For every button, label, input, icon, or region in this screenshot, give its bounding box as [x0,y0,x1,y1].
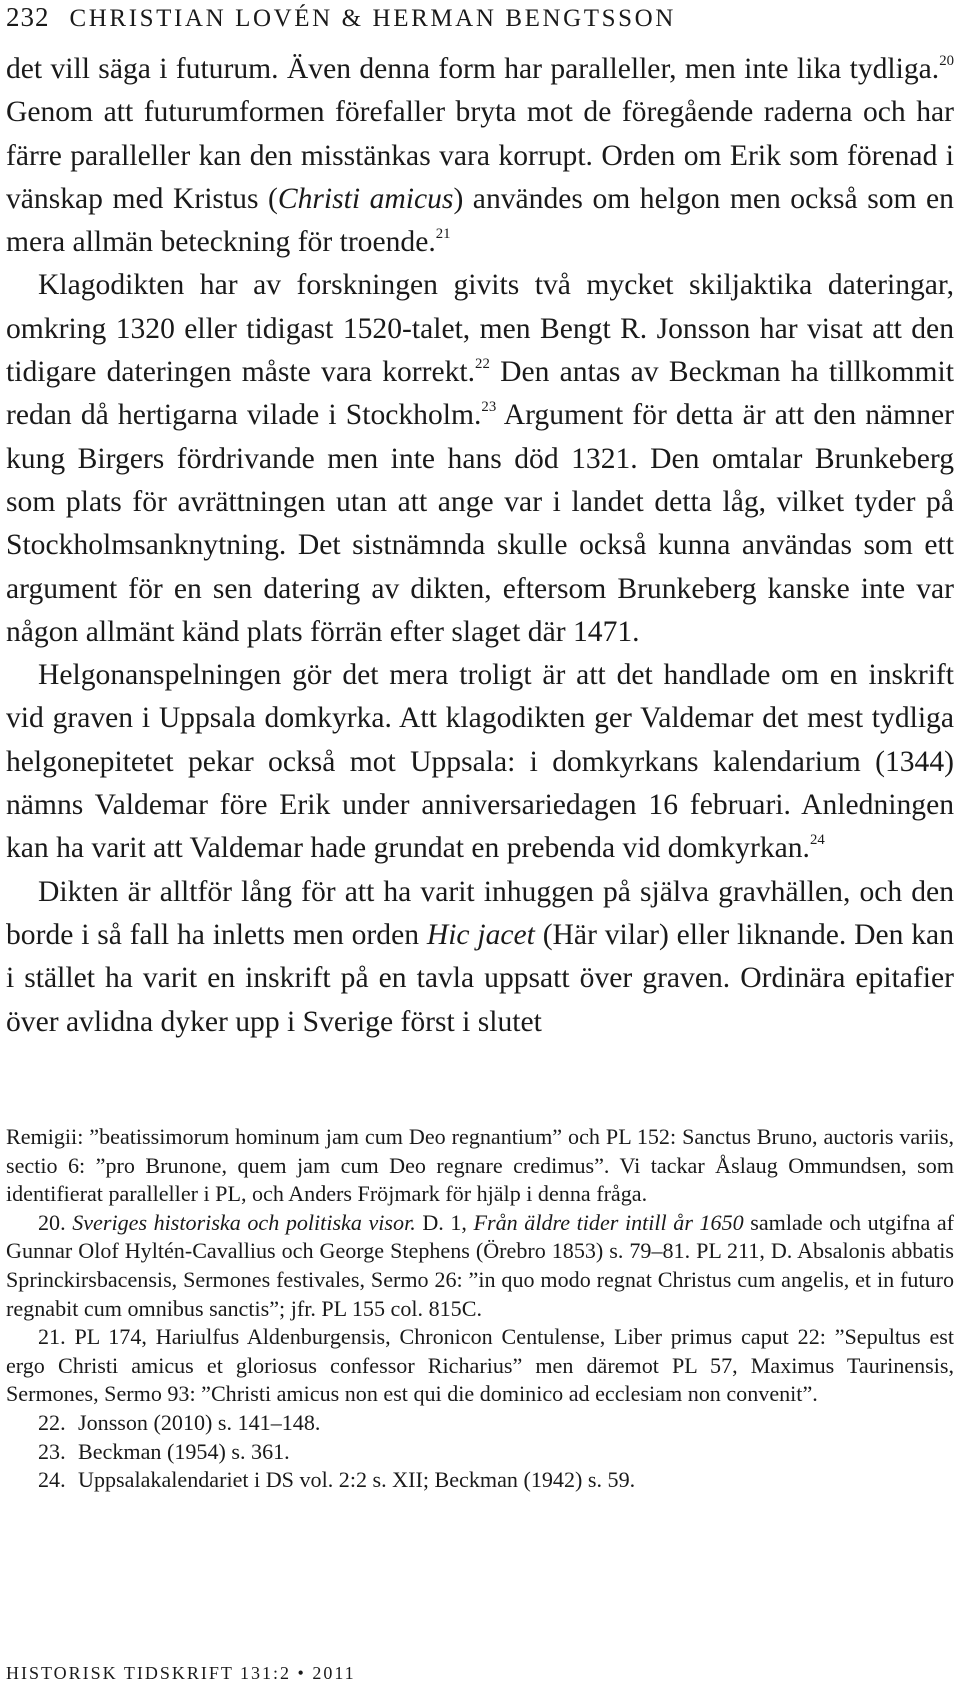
page-header [6,2,946,38]
footnote-22: 22. Jonsson (2010) s. 141–148. [38,1409,321,1435]
footnote-20: 20. Sveriges historiska och politiska visor. D. 1, Från äldre tider intill år 1650 samlade och utgifna af Gunnar Olof Hyltén-Cavallius och George Stephens (Örebro 1853) s. 79–81. PL 211, D. Absalonis abbatis Sprinckirsbacensis, Sermones festivales, Sermo 26: ”in quo modo regnat Christus cum angelis, et in futuro regnabit cum omnibus sanctis”; jfr. PL 155 col. 815C. [6,1209,954,1321]
footnote-23: 23. Beckman (1954) s. 361. [38,1438,290,1464]
page-footer [6,1663,506,1693]
footnote-continued: Remigii: ”beatissimorum hominum jam cum Deo regnantium” och PL 152: Sanctus Bruno, auctoris variis, sectio 6: ”pro Brunone, quem jam cum Deo regnare credimus”. Vi tackar Åslaug Ommundsen, som identifierat paralleller i PL, och Anders Fröjmark för hjälp i denna fråga. [6,1124,954,1207]
page-number: 232 [6,2,50,32]
journal-citation: HISTORISK TIDSKRIFT 131:2 • 2011 [6,1663,356,1683]
italic-term: Christi amicus [277,182,454,215]
footnote-ref-20[interactable]: 20 [939,52,954,69]
italic-term: Hic jacet [426,918,535,951]
footnote-ref-22[interactable]: 22 [475,356,490,372]
footnote-24: 24. Uppsalakalendariet i DS vol. 2:2 s. XII; Beckman (1942) s. 59. [38,1467,636,1493]
footnotes [6,1123,954,1495]
paragraph-1: det vill säga i futurum. Även denna form har paralleller, men inte lika tydliga.$^{20}$ Genom att futurumformen förefaller bryta mot de föregående raderna och har färre paralleller kan den misstänkas vara korrupt. Orden om Erik som förenad i vänskap med Kristus (Christi amicus) användes om helgon men också som en mera allmän beteckning för troende.$^{21}$ [6,52,954,259]
footnote-ref-21[interactable]: 21 [435,226,451,243]
paragraph-4: Dikten är alltför lång för att ha varit inhuggen på själva gravhällen, och den borde i så fall ha inletts men orden Hic jacet (Här vilar) eller liknande. Den kan i stället ha varit en inskrift på en tavla uppsatt över graven. Ordinära epitafier över avlidna dyker upp i Sverige först i slutet [6,875,954,1038]
footnote-ref-23[interactable]: 23 [481,399,497,416]
paragraph-3: Helgonanspelningen gör det mera troligt är att det handlade om en inskrift vid graven i Uppsala domkyrka. Att klagodikten ger Valdemar det mest tydliga helgonepitetet pekar också mot Uppsala: i domkyrkans kalendarium (1344) nämns Valdemar före Erik under anniversariedagen 16 februari. Anledningen kan ha varit att Valdemar hade grundat en prebenda vid domkyrkan.$^{24}$ [6,659,954,865]
footnote-21: 21. PL 174, Hariulfus Aldenburgensis, Chronicon Centulense, Liber primus caput 22: ”Sepultus est ergo Christi amicus et gloriosus confessor Richarius” men däremot PL 57, Maximus Taurinensis, Sermones, Sermo 93: ”Christi amicus non est qui die dominico ad ecclesiam non convenit”. [6,1324,954,1407]
footnote-ref-24[interactable]: 24 [809,832,825,849]
paragraph-2: Klagodikten har av forskningen givits två mycket skiljaktika dateringar, omkring 1320 eller tidigast 1520-talet, men Bengt R. Jonsson har visat att den tidigare dateringen måste vara korrekt.$^{22}$ Den antas av Beckman ha tillkommit redan då hertigarna vilade i Stockholm.$^{23}$ Argument för detta är att den nämner kung Birgers fördrivande men inte hans död 1321. Den omtalar Brunkeberg som plats för avrättningen utan att ange var i landet detta låg, vilket tyder på Stockholmsanknytning. Det sistnämnda skulle också kunna användas som ett argument för en sen datering av dikten, eftersom Brunkeberg kanske inte var någon allmänt känd plats förrän efter slaget där 1471. [6,269,954,648]
body-text [6,48,954,1044]
running-head: CHRISTIAN LOVÉN & HERMAN BENGTSSON [69,5,676,32]
